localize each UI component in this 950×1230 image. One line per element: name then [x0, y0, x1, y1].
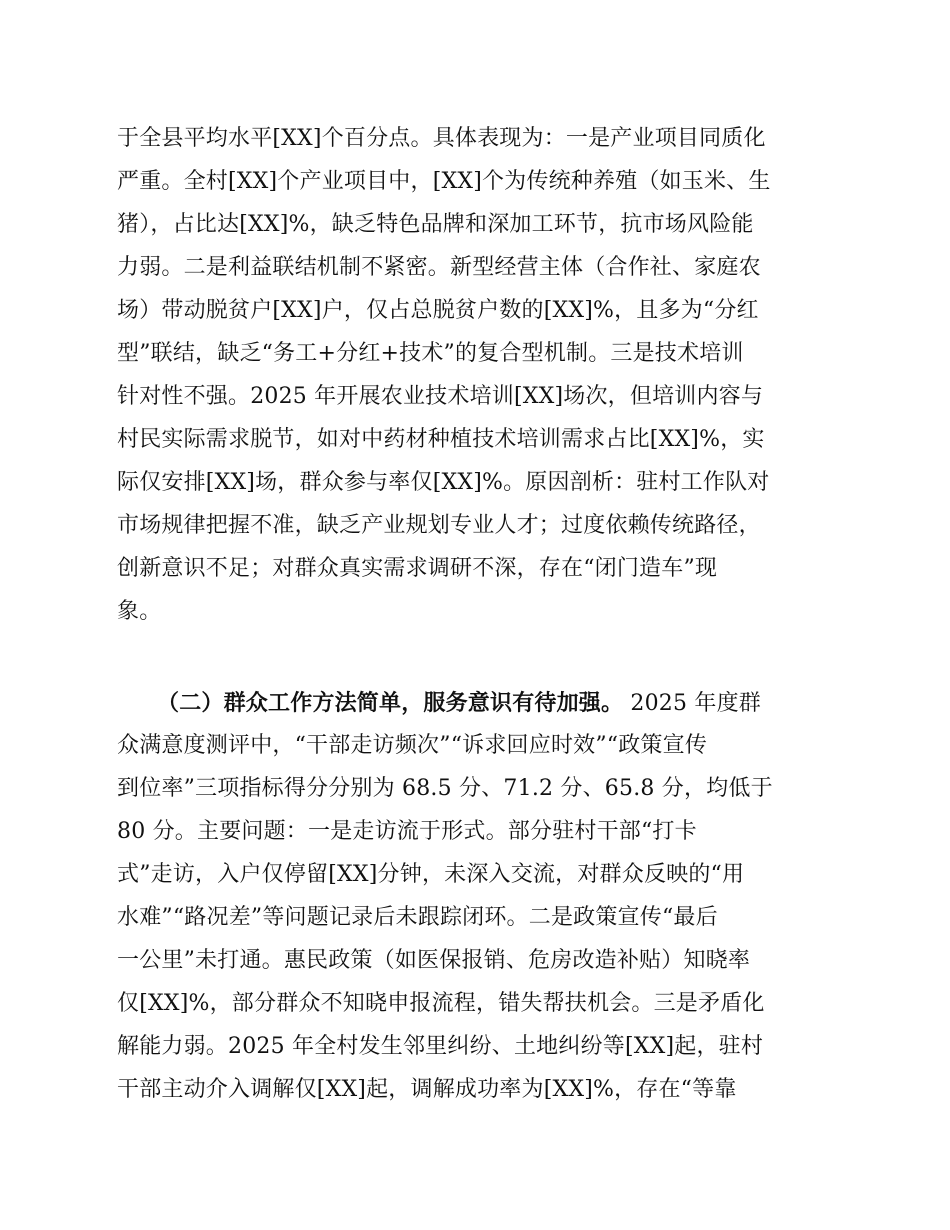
paragraph-line: 市场规律把握不准，缺乏产业规划专业人才；过度依赖传统路径，	[117, 513, 761, 538]
paragraph-line: 猪），占比达[XX]%，缺乏特色品牌和深加工环节，抗市场风险能	[117, 212, 754, 237]
paragraph-line: 针对性不强。2025 年开展农业技术培训[XX]场次，但培训内容与	[117, 384, 764, 409]
paragraph-line: 象。	[117, 599, 162, 624]
paragraph-line: 于全县平均水平[XX]个百分点。具体表现为：一是产业项目同质化	[117, 126, 766, 151]
paragraph-line: 严重。全村[XX]个产业项目中，[XX]个为传统种养殖（如玉米、生	[117, 169, 771, 194]
paragraph-line: 干部主动介入调解仅[XX]起，调解成功率为[XX]%，存在“等靠	[117, 1077, 737, 1102]
paragraph-line: 到位率”三项指标得分分别为 68.5 分、71.2 分、65.8 分，均低于	[117, 776, 773, 801]
paragraph-line: 际仅安排[XX]场，群众参与率仅[XX]%。原因剖析：驻村工作队对	[117, 470, 770, 495]
paragraph-line: 解能力弱。2025 年全村发生邻里纠纷、土地纠纷等[XX]起，驻村	[117, 1034, 764, 1059]
section-heading-tail: 2025 年度群	[623, 691, 761, 716]
paragraph-line: 水难”“路况差”等问题记录后未跟踪闭环。二是政策宣传“最后	[117, 905, 718, 930]
paragraph-line: 式”走访，入户仅停留[XX]分钟，未深入交流，对群众反映的“用	[117, 862, 745, 887]
paragraph-line: 仅[XX]%，部分群众不知晓申报流程，错失帮扶机会。三是矛盾化	[117, 991, 765, 1016]
paragraph-line: 村民实际需求脱节，如对中药材种植技术培训需求占比[XX]%，实	[117, 427, 765, 452]
paragraph-line: 创新意识不足；对群众真实需求调研不深，存在“闭门造车”现	[117, 556, 718, 581]
paragraph-line: 80 分。主要问题：一是走访流于形式。部分驻村干部“打卡	[117, 819, 697, 844]
paragraph-line: 力弱。二是利益联结机制不紧密。新型经营主体（合作社、家庭农	[117, 255, 761, 280]
paragraph-line: 一公里”未打通。惠民政策（如医保报销、危房改造补贴）知晓率	[117, 948, 751, 973]
paragraph-line: 型”联结，缺乏“务工+分红+技术”的复合型机制。三是技术培训	[117, 341, 744, 366]
section-heading: （二）群众工作方法简单，服务意识有待加强。	[157, 690, 624, 716]
paragraph-line: 场）带动脱贫户[XX]户，仅占总脱贫户数的[XX]%，且多为“分红	[117, 298, 759, 323]
paragraph-line: 众满意度测评中，“干部走访频次”“诉求回应时效”“政策宣传	[117, 733, 708, 758]
section-heading-line	[157, 688, 761, 719]
